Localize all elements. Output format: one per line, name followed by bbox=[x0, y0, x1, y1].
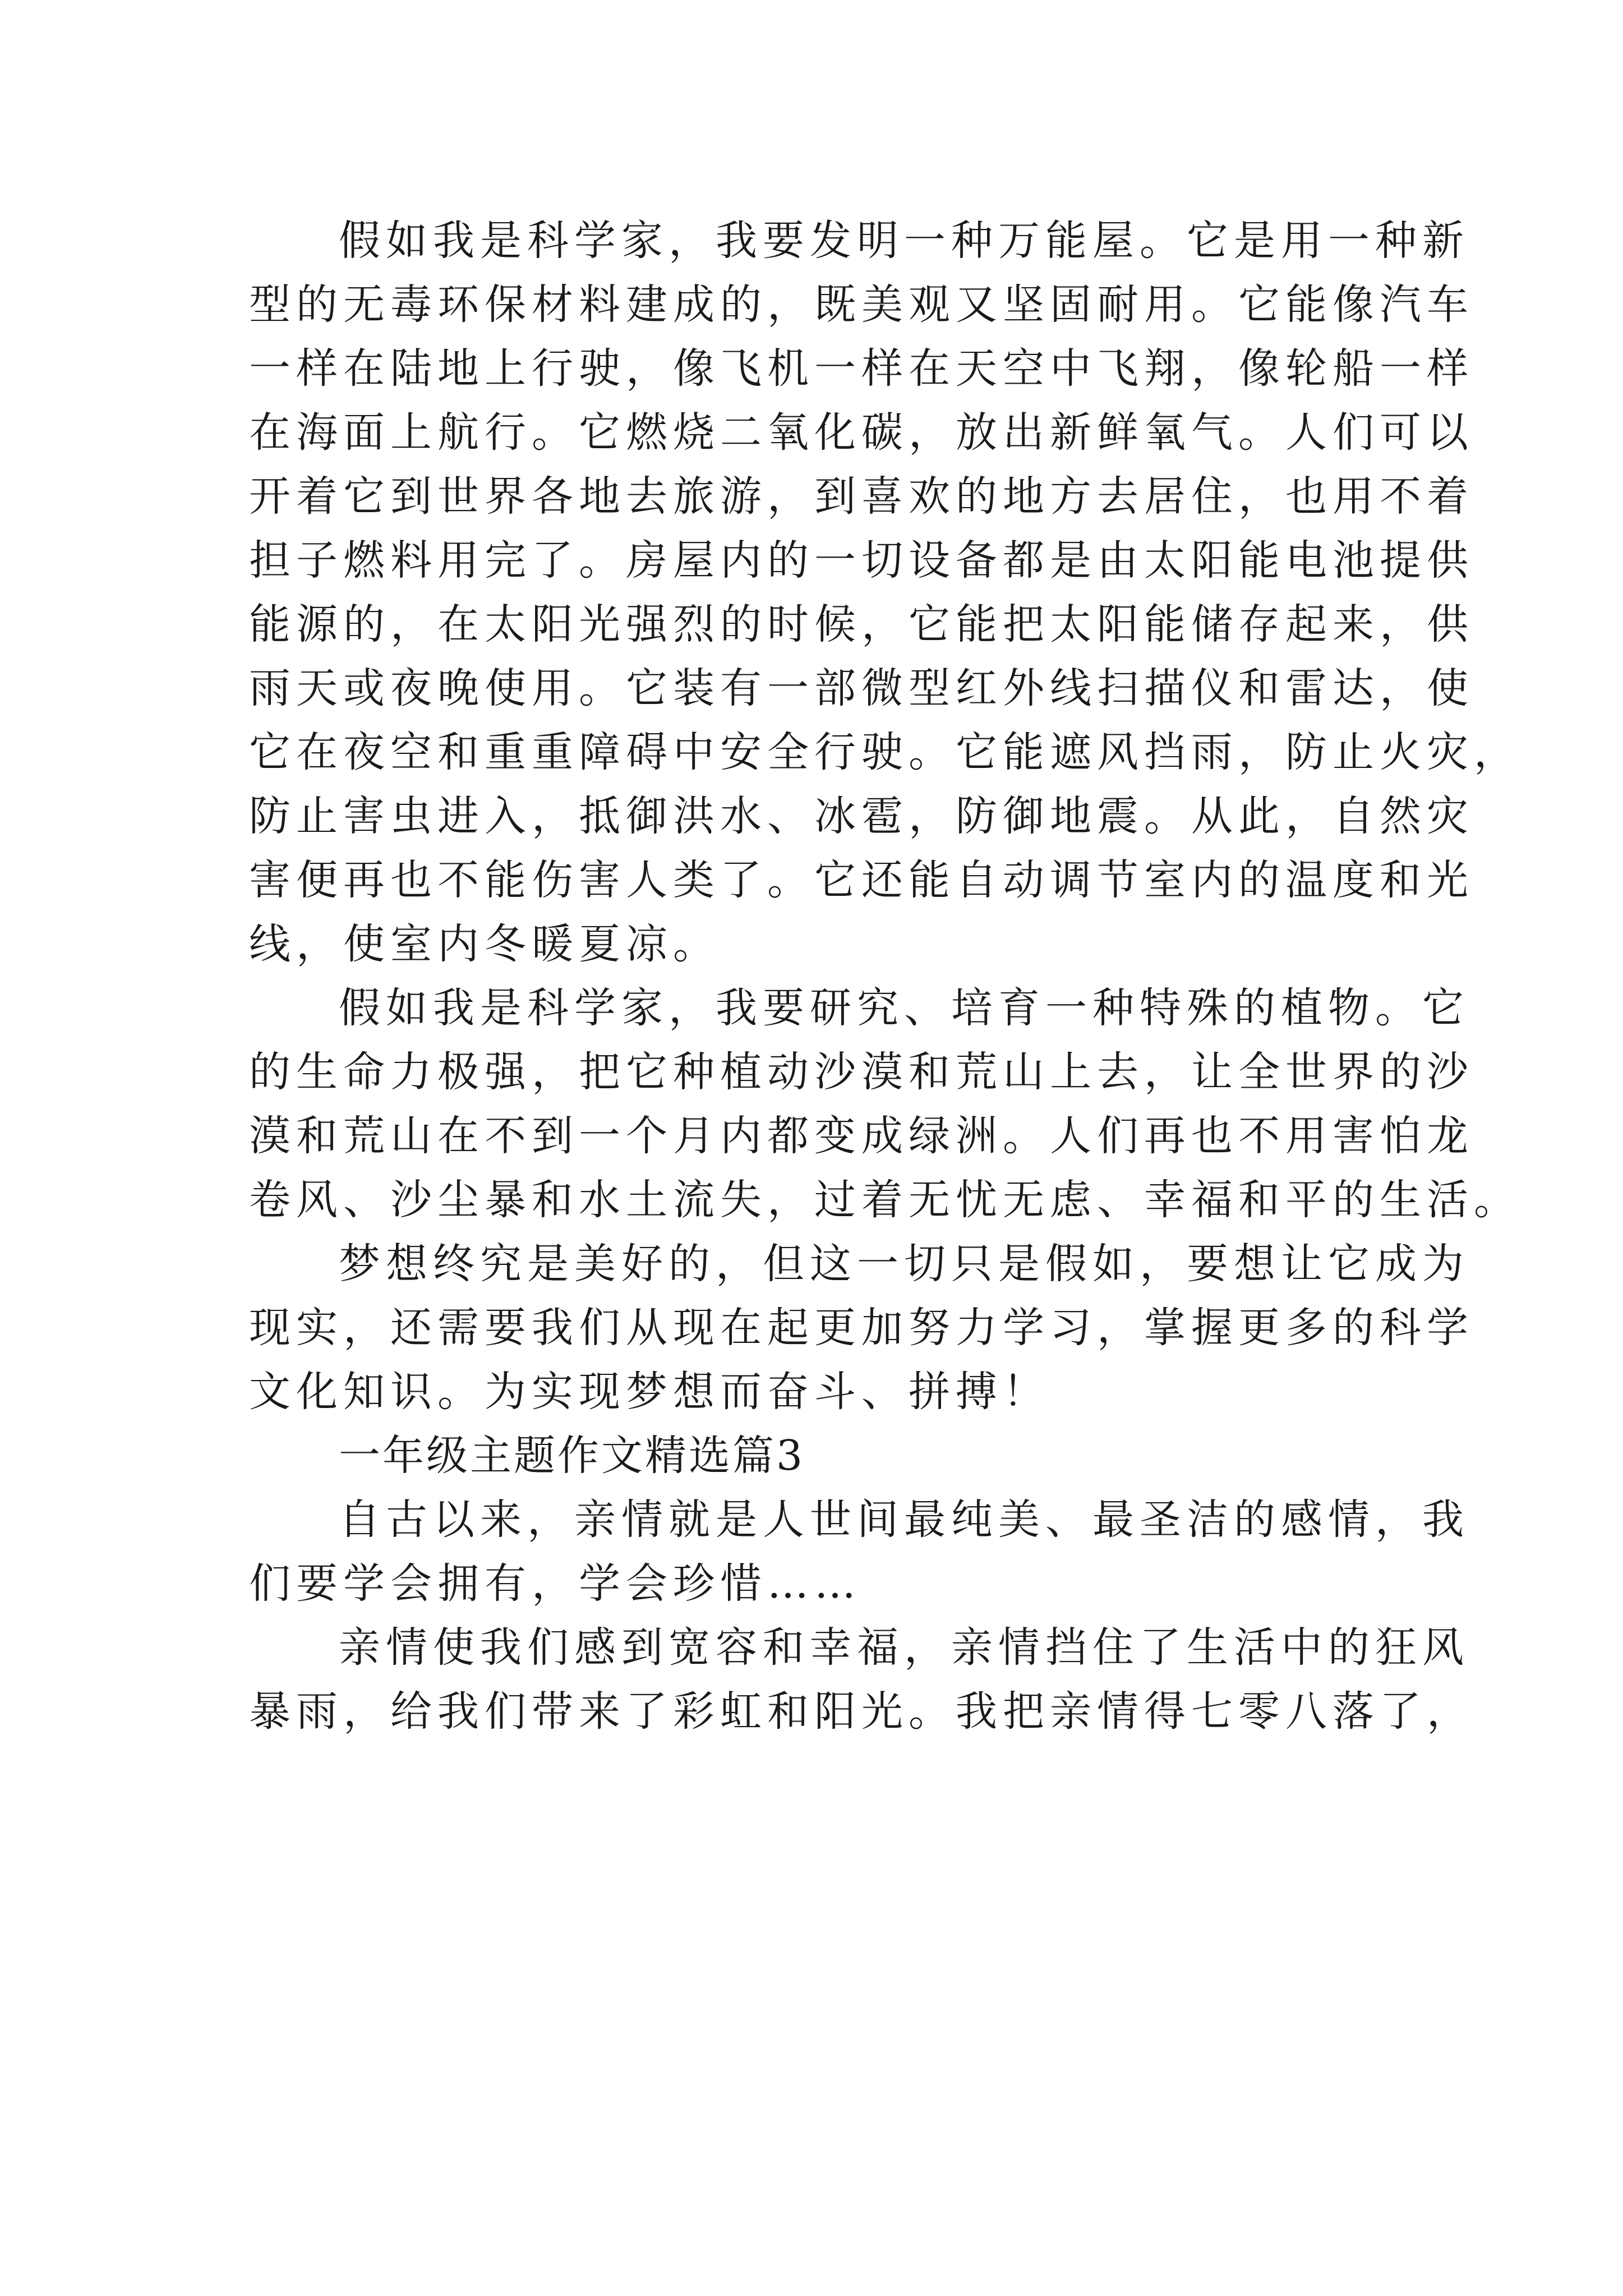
text-line: 暴雨，给我们带来了彩虹和阳光。我把亲情得七零八落了， bbox=[249, 1687, 1474, 1736]
text-line: 防止害虫进入，抵御洪水、冰雹，防御地震。从此，自然灾 bbox=[249, 792, 1474, 840]
text-line: 在海面上航行。它燃烧二氧化碳，放出新鲜氧气。人们可以 bbox=[249, 408, 1474, 457]
text-line: 能源的，在太阳光强烈的时候，它能把太阳能储存起来，供 bbox=[249, 600, 1474, 648]
text-line: 线，使室内冬暖夏凉。 bbox=[249, 920, 720, 968]
text-line: 雨天或夜晚使用。它装有一部微型红外线扫描仪和雷达，使 bbox=[249, 664, 1474, 712]
section-heading bbox=[249, 1424, 1380, 1488]
text-line: 文化知识。为实现梦想而奋斗、拼搏！ bbox=[249, 1368, 1050, 1416]
text-line: 自古以来，亲情就是人世间最纯美、最圣洁的感情，我 bbox=[339, 1496, 1469, 1544]
text-line: 的生命力极强，把它种植动沙漠和荒山上去，让全世界的沙 bbox=[249, 1048, 1474, 1096]
heading-line: 一年级主题作文精选篇3 bbox=[339, 1432, 805, 1480]
text-line: 卷风、沙尘暴和水土流失，过着无忧无虑、幸福和平的生活。 bbox=[249, 1176, 1521, 1224]
text-line: 漠和荒山在不到一个月内都变成绿洲。人们再也不用害怕龙 bbox=[249, 1112, 1474, 1160]
text-line: 现实，还需要我们从现在起更加努力学习，掌握更多的科学 bbox=[249, 1304, 1474, 1352]
text-line: 它在夜空和重重障碍中安全行驶。它能遮风挡雨，防止火灾， bbox=[249, 728, 1521, 776]
text-line: 害便再也不能伤害人类了。它还能自动调节室内的温度和光 bbox=[249, 856, 1474, 904]
text-line: 假如我是科学家，我要研究、培育一种特殊的植物。它 bbox=[339, 984, 1469, 1032]
text-line: 一样在陆地上行驶，像飞机一样在天空中飞翔，像轮船一样 bbox=[249, 344, 1474, 393]
text-line: 们要学会拥有，学会珍惜…… bbox=[249, 1559, 861, 1608]
text-line: 亲情使我们感到宽容和幸福，亲情挡住了生活中的狂风 bbox=[339, 1623, 1469, 1672]
paragraph bbox=[249, 976, 1521, 1232]
paragraph bbox=[249, 209, 1521, 976]
text-line: 假如我是科学家，我要发明一种万能屋。它是用一种新 bbox=[339, 217, 1469, 265]
text-line: 担子燃料用完了。房屋内的一切设备都是由太阳能电池提供 bbox=[249, 536, 1474, 585]
document-body bbox=[249, 209, 1521, 1743]
text-line: 型的无毒环保材料建成的，既美观又坚固耐用。它能像汽车 bbox=[249, 280, 1474, 329]
paragraph bbox=[249, 1232, 1474, 1424]
text-line: 开着它到世界各地去旅游，到喜欢的地方去居住，也用不着 bbox=[249, 472, 1474, 521]
paragraph bbox=[249, 1488, 1469, 1616]
paragraph bbox=[249, 1616, 1474, 1743]
text-line: 梦想终究是美好的，但这一切只是假如，要想让它成为 bbox=[339, 1240, 1469, 1288]
